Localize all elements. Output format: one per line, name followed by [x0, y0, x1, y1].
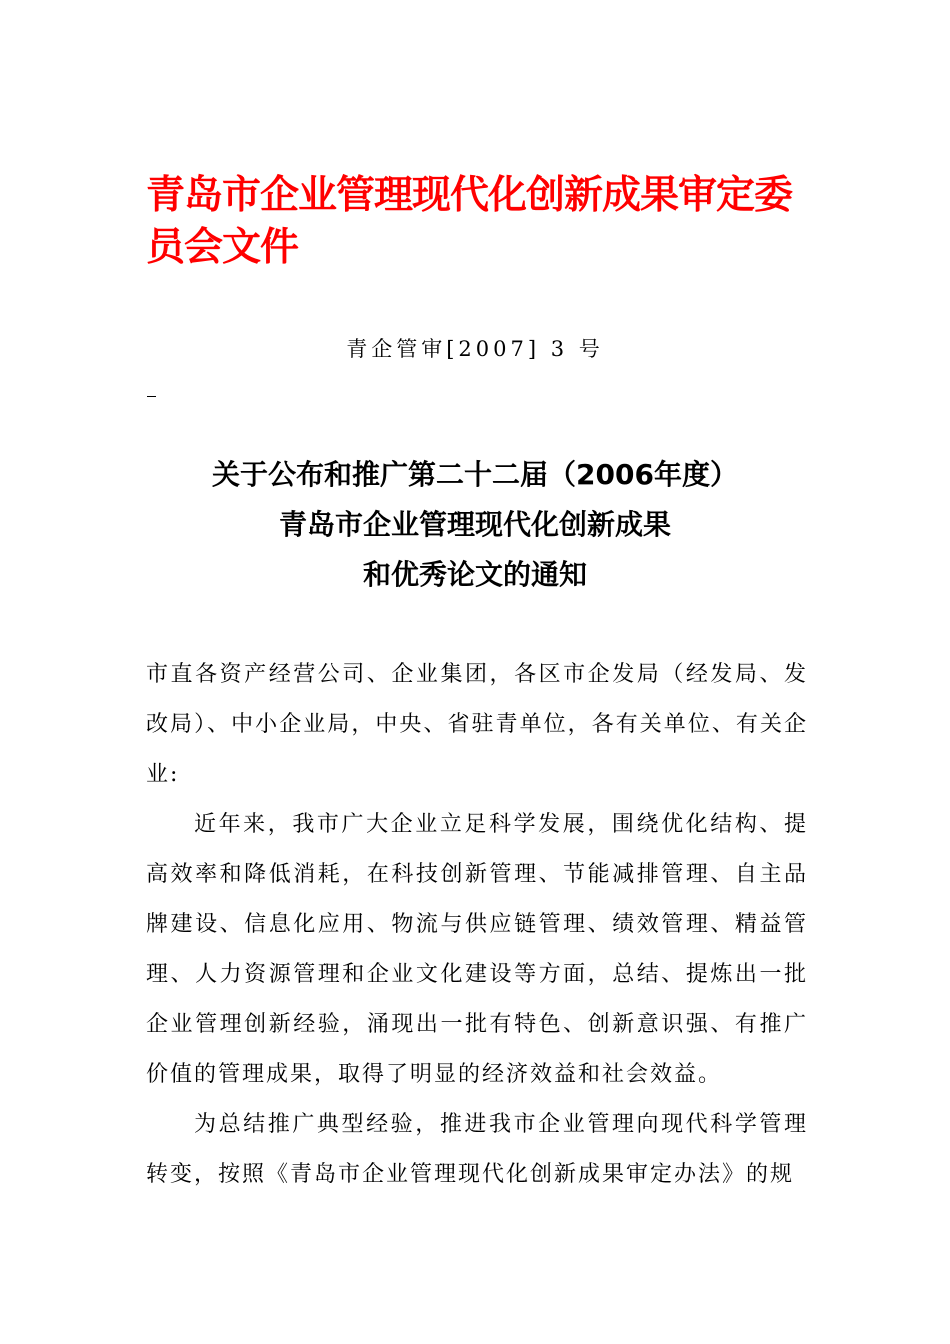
header-divider-mark	[147, 396, 156, 397]
body-paragraph-1: 近年来，我市广大企业立足科学发展，围绕优化结构、提高效率和降低消耗，在科技创新管理、节能减排管理、自主品牌建设、信息化应用、物流与供应链管理、绩效管理、精益管理、人力资源管理和企业文化建设等方面，总结、提炼出一批企业管理创新经验，涌现出一批有特色、创新意识强、有推广价值的管理成果，取得了明显的经济效益和社会效益。	[146, 812, 808, 1087]
addressee-paragraph: 市直各资产经营公司、企业集团，各区市企发局（经发局、发改局）、中小企业局，中央、省驻青单位，各有关单位、有关企业:	[146, 662, 808, 787]
notice-title-line-2: 青岛市企业管理现代化创新成果	[278, 508, 671, 541]
body-paragraph-2: 为总结推广典型经验，推进我市企业管理向现代科学管理转变，按照《青岛市企业管理现代化创新成果审定办法》的规	[146, 1112, 808, 1187]
document-number: 青企管审[2007] 3 号	[346, 337, 604, 361]
document-body	[146, 650, 808, 1200]
document-header-title: 青岛市企业管理现代化创新成果审定委员会文件	[146, 173, 793, 270]
notice-title-line-1: 关于公布和推广第二十二届（2006年度）	[212, 458, 738, 491]
notice-title	[0, 450, 950, 600]
notice-title-line-3: 和优秀论文的通知	[362, 558, 587, 591]
